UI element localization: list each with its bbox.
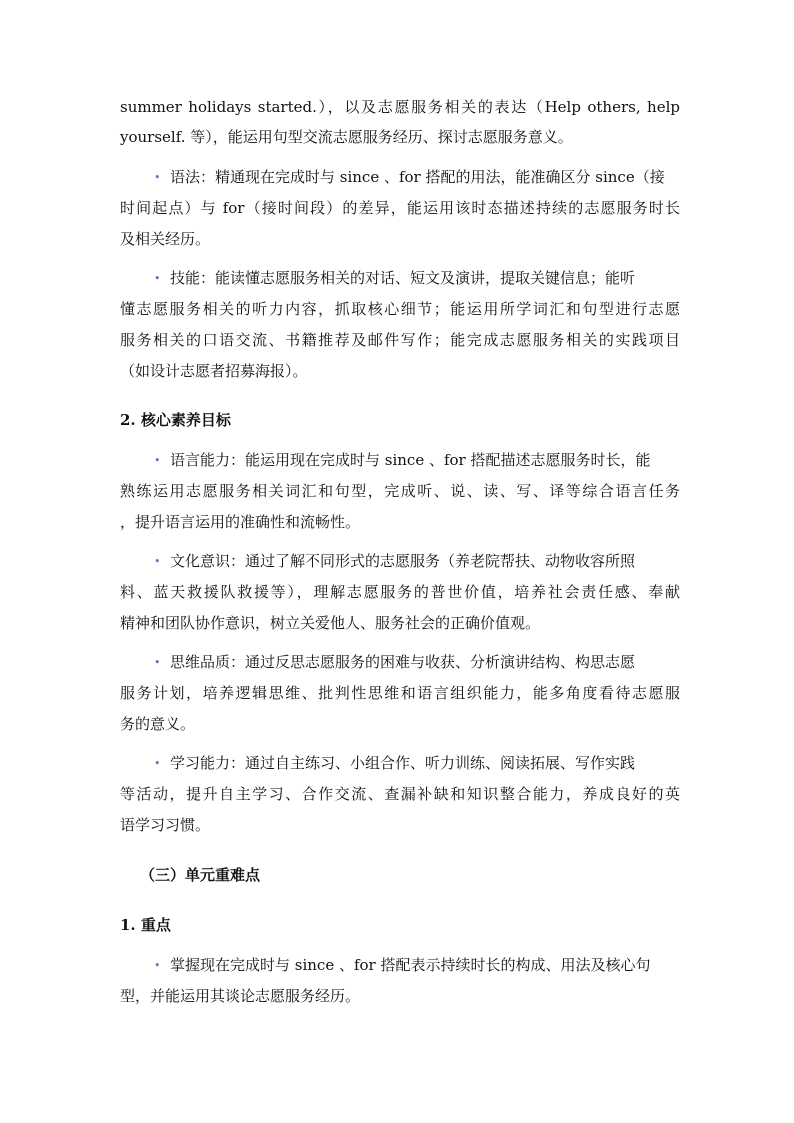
bullet-item-language: [154, 450, 714, 471]
text-line: 及相关经历。: [120, 230, 211, 248]
bullet-icon: •: [154, 757, 161, 770]
bullet-item-culture: [154, 551, 714, 572]
text-line: 服务相关的口语交流、书籍推荐及邮件写作；能完成志愿服务相关的实践项目: [120, 331, 680, 349]
bullet-icon: •: [154, 656, 161, 669]
text-line: 学习能力：通过自主练习、小组合作、听力训练、阅读拓展、写作实践: [170, 754, 636, 772]
text-line: 语言能力：能运用现在完成时与 since 、for 搭配描述志愿服务时长，能: [170, 451, 651, 469]
text-line: 服务计划，培养逻辑思维、批判性思维和语言组织能力，能多角度看待志愿服: [120, 684, 680, 702]
text-line: 务的意义。: [120, 715, 196, 733]
text-line: 懂志愿服务相关的听力内容，抓取核心细节；能运用所学词汇和句型进行志愿: [120, 300, 680, 318]
text-line: 技能：能读懂志愿服务相关的对话、短文及演讲，提取关键信息；能听: [170, 269, 636, 287]
text-line: 思维品质：通过反思志愿服务的困难与收获、分析演讲结构、构思志愿: [170, 653, 636, 671]
heading-core-goals: 2. 核心素养目标: [120, 411, 231, 429]
bullet-icon: •: [154, 959, 161, 972]
bullet-item-key-point: [154, 955, 714, 976]
bullet-icon: •: [154, 454, 161, 467]
bullet-icon: •: [154, 272, 161, 285]
bullet-icon: •: [154, 555, 161, 568]
text-line: 精神和团队协作意识，树立关爱他人、服务社会的正确价值观。: [120, 614, 541, 632]
bullet-icon: •: [154, 171, 161, 184]
text-line: 料、蓝天救援队救援等），理解志愿服务的普世价值，培养社会责任感、奉献: [120, 583, 680, 601]
text-line: 等活动，提升自主学习、合作交流、查漏补缺和知识整合能力，养成良好的英: [120, 785, 680, 803]
text-line: yourself. 等），能运用句型交流志愿服务经历、探讨志愿服务意义。: [120, 128, 573, 146]
text-line: 型，并能运用其谈论志愿服务经历。: [120, 987, 361, 1005]
text-line: 掌握现在完成时与 since 、for 搭配表示持续时长的构成、用法及核心句: [170, 956, 651, 974]
text-line: 语学习习惯。: [120, 816, 211, 834]
heading-unit-key-difficult: （三）单元重难点: [140, 866, 261, 884]
bullet-item-thinking: [154, 652, 714, 673]
text-line: ，提升语言运用的准确性和流畅性。: [120, 513, 361, 531]
text-line: 语法：精通现在完成时与 since 、for 搭配的用法，能准确区分 since（接: [170, 168, 665, 186]
text-line: summer holidays started.），以及志愿服务相关的表达（Help others, help: [120, 98, 680, 116]
text-line: 时间起点）与 for（接时间段）的差异，能运用该时态描述持续的志愿服务时长: [120, 199, 680, 217]
bullet-item-grammar: [154, 167, 714, 188]
text-line: （如设计志愿者招募海报）。: [120, 362, 308, 380]
bullet-item-skills: [154, 268, 714, 289]
text-line: 熟练运用志愿服务相关词汇和句型，完成听、说、读、写、译等综合语言任务: [120, 482, 680, 500]
bullet-item-learning: [154, 753, 714, 774]
heading-key-points: 1. 重点: [120, 916, 171, 934]
text-line: 文化意识：通过了解不同形式的志愿服务（养老院帮扶、动物收容所照: [170, 552, 636, 570]
